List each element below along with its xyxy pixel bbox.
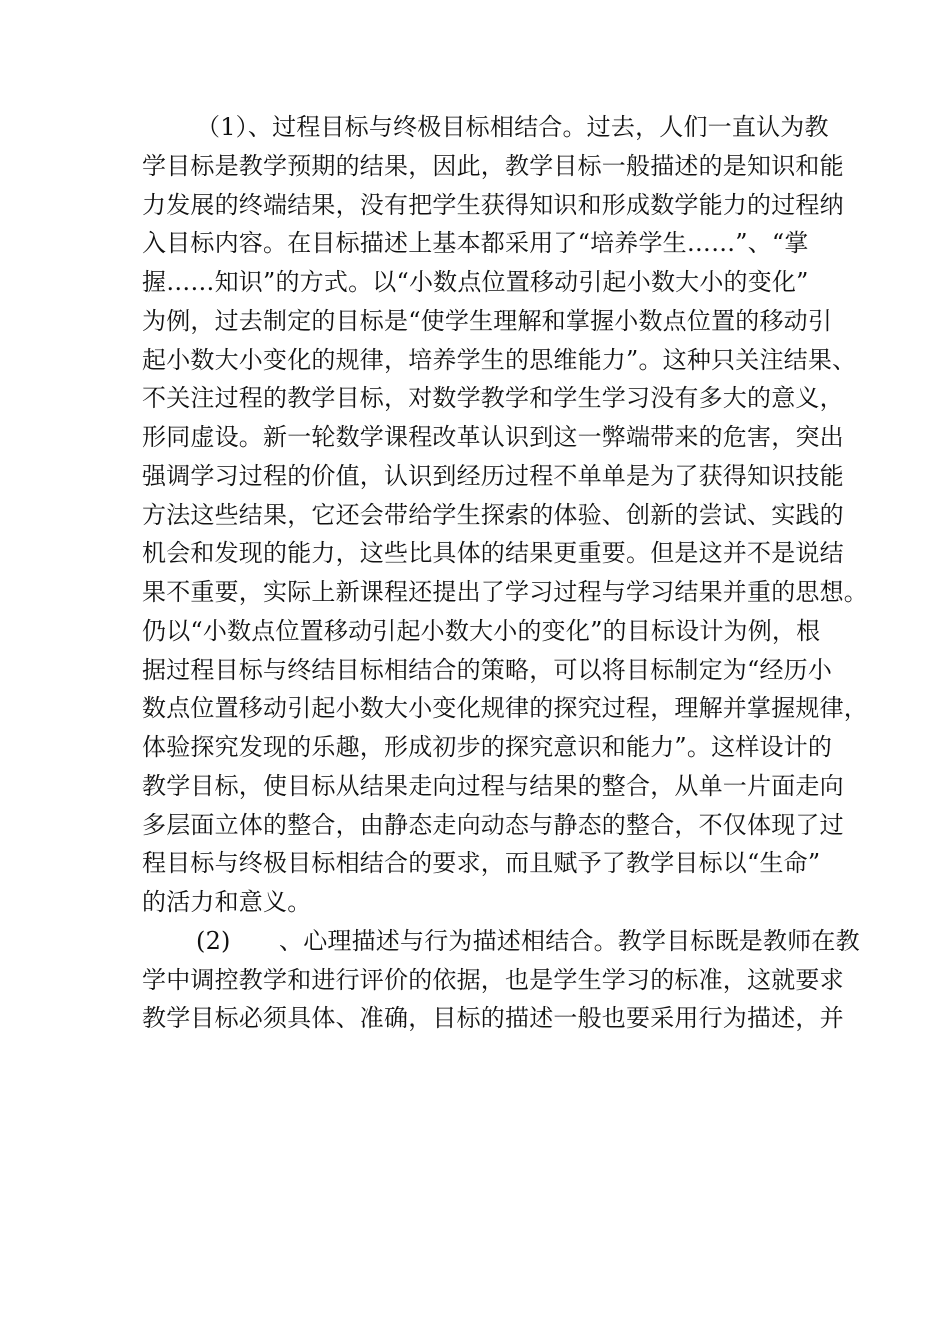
text-line: 的活力和意义。 [142,888,312,916]
text-line: 学中调控教学和进行评价的依据，也是学生学习的标准，这就要求 [142,965,844,994]
text-line: 教学目标必须具体、准确，目标的描述一般也要采用行为描述，并 [142,1004,844,1033]
text-line: 据过程目标与终结目标相结合的策略，可以将目标制定为“经历小 [142,655,833,684]
text-line: 学目标是教学预期的结果，因此，教学目标一般描述的是知识和能 [142,151,844,180]
text-line: 不关注过程的教学目标，对数学教学和学生学习没有多大的意义， [142,384,844,413]
text-line: 多层面立体的整合，由静态走向动态与静态的整合，不仅体现了过 [142,810,844,839]
text-line: (2) 、心理描述与行为描述相结合。教学目标既是教师在教 [196,926,860,955]
paragraph-process-and-final-goals [142,108,868,922]
text-line: 程目标与终极目标相结合的要求，而且赋予了教学目标以“生命” [142,849,821,878]
text-line: 数点位置移动引起小数大小变化规律的探究过程，理解并掌握规律， [142,694,868,723]
text-line: （1）、过程目标与终极目标相结合。过去，人们一直认为教 [196,113,829,141]
text-line: 机会和发现的能力，这些比具体的结果更重要。但是这并不是说结 [142,539,844,568]
text-line: 强调学习过程的价值，认识到经历过程不单单是为了获得知识技能 [142,461,844,490]
text-line: 仍以“小数点位置移动引起小数大小的变化”的目标设计为例，根 [142,616,821,645]
text-line: 力发展的终端结果，没有把学生获得知识和形成数学能力的过程纳 [142,190,844,219]
text-line: 教学目标，使目标从结果走向过程与结果的整合，从单一片面走向 [142,771,844,800]
text-line: 形同虚设。新一轮数学课程改革认识到这一弊端带来的危害，突出 [142,423,844,451]
text-line: 为例，过去制定的目标是“使学生理解和掌握小数点位置的移动引 [142,306,833,335]
text-line: 起小数大小变化的规律，培养学生的思维能力”。这种只关注结果、 [142,345,857,374]
text-line: 方法这些结果，它还会带给学生探索的体验、创新的尝试、实践的 [142,500,844,529]
document-body [142,108,868,1038]
text-line: 入目标内容。在目标描述上基本都采用了“培养学生……”、“掌 [142,229,809,258]
text-line: 果不重要，实际上新课程还提出了学习过程与学习结果并重的思想。 [142,578,868,606]
text-line: 握……知识”的方式。以“小数点位置移动引起小数大小的变化” [142,268,809,296]
paragraph-psychological-and-behavioral [142,922,860,1038]
text-line: 体验探究发现的乐趣，形成初步的探究意识和能力”。这样设计的 [142,733,833,761]
